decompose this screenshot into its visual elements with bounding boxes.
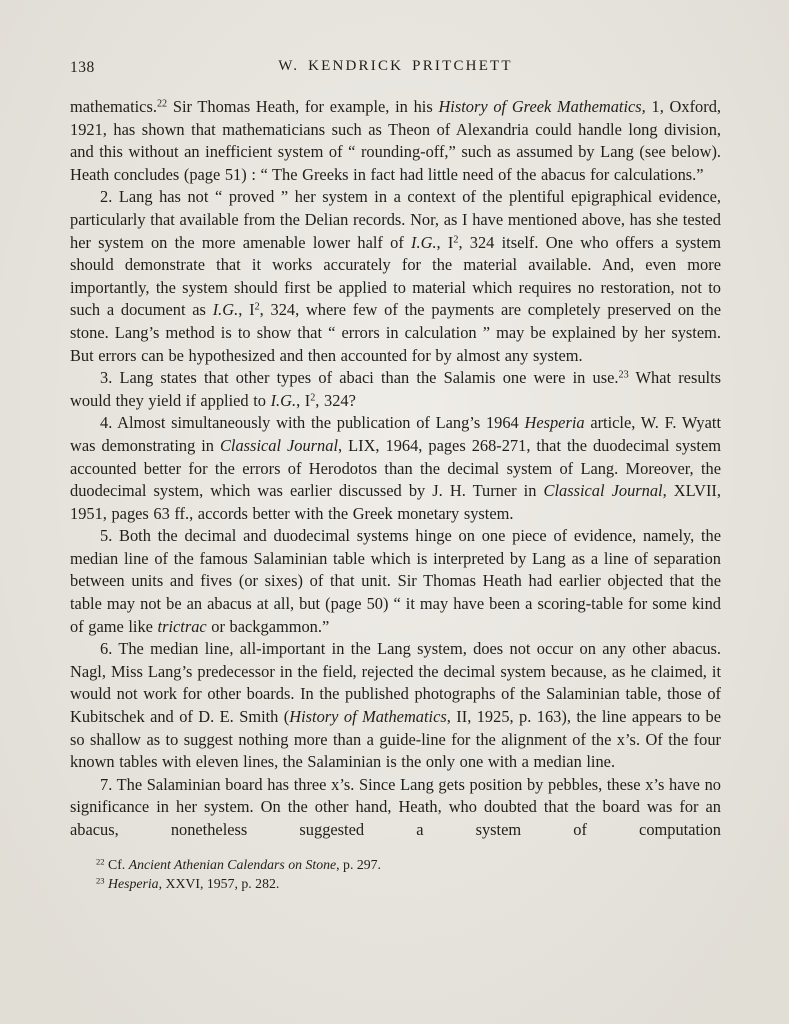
text-run: , I	[296, 390, 311, 410]
text-run: , LIX, 1964, pages 268-271, that the duodecimal system accounted better for the errors of Herodotos than the decimal system of Lang. Moreover, the duodecimal system, which was earlier discussed by J. H. Turner in	[70, 435, 721, 501]
paragraph-5	[70, 525, 721, 638]
text-run: Cf.	[104, 856, 129, 872]
page-header	[70, 58, 721, 80]
text-run: 6. The median line, all-important in the Lang system, does not occur on any other abacus. Nagl, Miss Lang’s predecessor in the field, rejected the decimal system because, as he claimed, it would not work for other boards. In the published photographs of the Salaminian table, those of Kubitschek and of D. E. Smith (	[70, 639, 721, 727]
text-run: 7. The Salaminian board has three x’s. Since Lang gets position by pebbles, these x’s have no significance in her system. On the other hand, Heath, who doubted that the board was for an abacus, nonetheless suggested a system of computation	[70, 774, 721, 839]
running-head: W. KENDRICK PRITCHETT	[278, 58, 513, 74]
italic-text-run: Hesperia	[108, 876, 159, 892]
body-text	[70, 96, 721, 842]
text-run: , I	[436, 232, 454, 252]
text-run: or backgammon.”	[206, 616, 330, 636]
paragraph-4	[70, 412, 721, 525]
footnotes	[70, 855, 721, 894]
text-run: , II, 1925, p. 163), the line appears to be so shallow as to suggest nothing more than a guide-line for the alignment of the x’s. Of the four known tables with eleven lines, the Salaminian is the only one with a median line.	[70, 707, 721, 772]
text-run: 1, Oxford, 1921, has shown that mathematicians such as Theon of Alexandria could handle long division, and this without an inefficient system of “ rounding-off,” such as assumed by Lang (see below). Heath concludes (page 51) : “ The Greeks in fact had little need of the abacus for calculations.”	[70, 97, 721, 184]
paragraph-2	[70, 186, 721, 367]
italic-text-run: trictrac	[157, 616, 207, 636]
italic-text-run: Classical Journal	[220, 435, 339, 455]
text-run: , p. 297.	[336, 856, 381, 872]
italic-text-run: I.G.	[270, 390, 297, 410]
text-run: , XXVI, 1957, p. 282.	[158, 876, 280, 892]
text-run: What results would they yield if applied to	[70, 368, 722, 410]
superscript-number: 2	[453, 233, 459, 245]
italic-text-run: Hesperia	[524, 413, 585, 433]
text-run: mathematics.	[70, 97, 157, 116]
paragraph-continuation	[70, 96, 721, 186]
text-run: 2. Lang has not “ proved ” her system in a context of the plentiful epigraphical evidence, particularly that available from the Delian records. Nor, as I have mentioned above, has she tested her system on the more amenable lower half of	[70, 187, 721, 252]
paragraph-3	[70, 367, 721, 412]
paragraph-7	[70, 774, 721, 842]
italic-text-run: I.G.	[411, 232, 437, 252]
footnote-23	[70, 874, 721, 894]
page-number: 138	[70, 59, 95, 76]
italic-text-run: History of Mathematics	[289, 707, 447, 727]
superscript-number: 22	[156, 98, 168, 110]
italic-text-run: History of Greek Mathematics,	[438, 97, 646, 116]
superscript-number: 2	[310, 392, 316, 404]
text-run: 5. Both the decimal and duodecimal systems hinge on one piece of evidence, namely, the median line of the famous Salaminian table which is interpreted by Lang as a line of separation between units and fives (or sixes) of that unit. Sir Thomas Heath had earlier objected that the table may not be an abacus at all, but (page 50) “ it may have been a scoring-table for some kind of game like	[70, 526, 721, 636]
superscript-number: 23	[618, 369, 629, 381]
footnote-22	[70, 855, 721, 875]
italic-text-run: Ancient Athenian Calendars on Stone	[128, 856, 337, 872]
text-run: , XLVII, 1951, pages 63 ff., accords better with the Greek monetary system.	[70, 481, 721, 523]
text-run: , 324 itself. One who offers a system should demonstrate that it works accurately for the material available. And, even more importantly, the system should first be applied to material which requires no restoration, not to such a document as	[70, 232, 721, 320]
text-run: article, W. F. Wyatt was demonstrating in	[70, 413, 721, 455]
italic-text-run: Classical Journal	[543, 481, 663, 501]
italic-text-run: I.G.	[212, 300, 239, 320]
text-run: Sir Thomas Heath, for example, in his	[167, 97, 439, 116]
superscript-number: 22	[96, 855, 105, 866]
superscript-number: 23	[96, 875, 105, 886]
paragraph-6	[70, 638, 721, 774]
text-run: , 324, where few of the payments are completely preserved on the stone. Lang’s method is to show that “ errors in calculation ” may be explained by her system. But errors can be hypothesized and then accounted for by almost any system.	[70, 300, 722, 365]
superscript-number: 2	[254, 301, 260, 313]
text-run: 4. Almost simultaneously with the publication of Lang’s 1964	[100, 413, 525, 433]
text-run: 3. Lang states that other types of abaci than the Salamis one were in use.	[100, 368, 619, 388]
text-run: , I	[238, 300, 255, 320]
text-run: , 324?	[315, 390, 356, 410]
